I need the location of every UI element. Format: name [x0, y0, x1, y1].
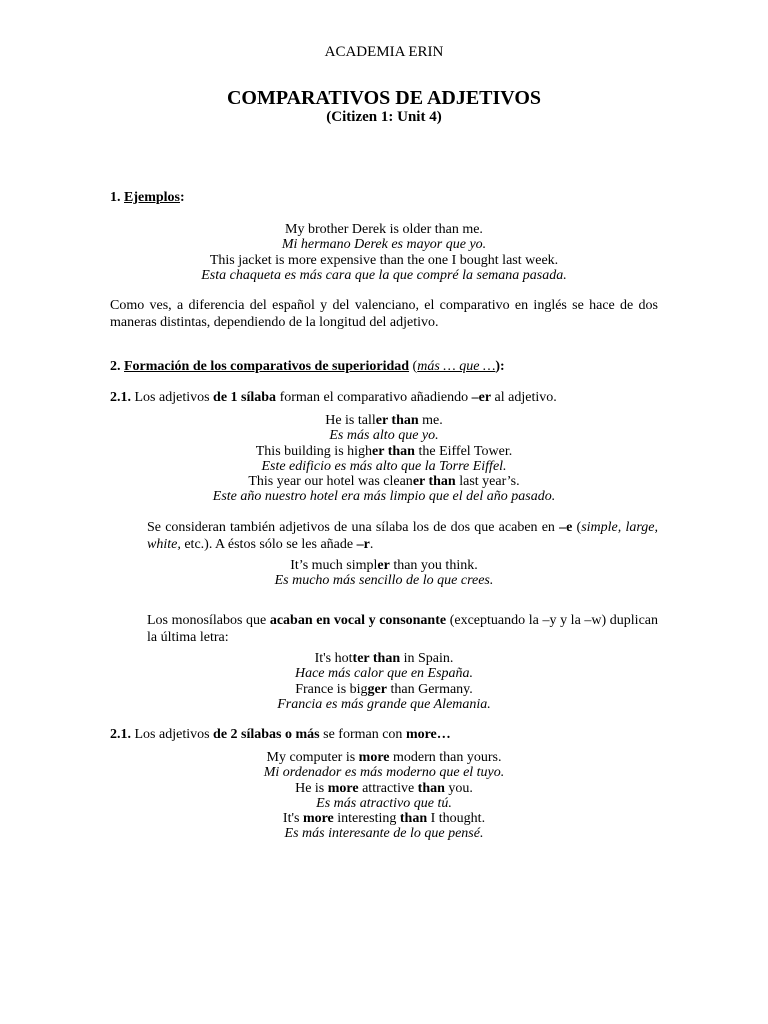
section-1-paragraph: Como ves, a diferencia del español y del valenciano, el comparativo en inglés se hace de dos maneras distintas, dependiendo de la longitud del adjetivo. [110, 298, 658, 330]
text: It’s much simpl [290, 558, 378, 573]
text: me. [418, 413, 443, 428]
example-translation: Es más alto que yo. [329, 428, 439, 444]
text: . [369, 537, 374, 552]
text: in Spain. [400, 651, 454, 666]
bold-text: er than [412, 474, 456, 490]
text: ( [572, 520, 582, 535]
section-2-label: Formación de los comparativos de superioridad [124, 359, 410, 374]
text: al adjetivo. [491, 390, 557, 405]
section-2-heading [110, 359, 505, 375]
bold-text: –e [559, 520, 573, 535]
text: He is tall [325, 413, 376, 428]
example-translation: Este año nuestro hotel era más limpio que el del año pasado. [212, 489, 556, 505]
bold-text: more [302, 811, 334, 827]
section-2-paren-open: ( [409, 359, 418, 374]
text: This year our hotel was clean [248, 474, 413, 490]
text: you. [444, 780, 473, 796]
example-line [0, 558, 768, 573]
example-line: This jacket is more expensive than the one I bought last week. [209, 252, 559, 268]
bold-text: er [377, 558, 390, 573]
monosyllable-examples [0, 651, 768, 712]
example-line [0, 781, 768, 796]
section-1-number: 1. [110, 190, 121, 205]
bold-text: than [417, 780, 445, 796]
subsection-2-1-examples [0, 413, 768, 505]
text: It's [282, 811, 303, 827]
example-translation: Hace más calor que en España. [294, 666, 474, 682]
text: Los adjetivos [131, 727, 214, 742]
text: Los monosílabos que [147, 613, 270, 628]
suffix-text: –er [471, 390, 492, 405]
note-examples [0, 558, 768, 589]
bold-text: –r [356, 537, 370, 552]
text: interesting [333, 811, 400, 827]
note-paragraph [147, 519, 658, 553]
text: se forman con [319, 727, 406, 742]
example-line [0, 444, 768, 459]
example-translation: Este edificio es más alto que la Torre Eiffel. [261, 458, 507, 474]
bold-text: de 2 sílabas o más [213, 727, 320, 742]
section-1-examples [0, 222, 768, 283]
bold-text: er than [375, 413, 419, 428]
page-subtitle: (Citizen 1: Unit 4) [326, 109, 442, 125]
section-1-heading [110, 190, 185, 206]
example-translation: Es más atractivo que tú. [316, 795, 452, 811]
text: Se consideran también adjetivos de una sílaba los de dos que acaben en [147, 520, 560, 535]
text: (exceptuando la –y y la –w) duplican la última letra: [147, 613, 658, 645]
text: etc.). A éstos sólo se les añade [180, 537, 357, 552]
example-translation: Mi hermano Derek es mayor que yo. [281, 237, 487, 253]
subsection-number: 2.1. [110, 727, 131, 742]
text: than Germany. [386, 681, 473, 697]
text: last year’s. [455, 474, 520, 490]
bold-text: than [399, 811, 428, 827]
text: He is [295, 780, 328, 796]
example-translation: Es más interesante de lo que pensé. [284, 826, 484, 842]
section-2-paren-close: ): [495, 359, 505, 374]
school-name: ACADEMIA ERIN [324, 44, 444, 60]
bold-text: de 1 sílaba [213, 390, 277, 405]
text: the Eiffel Tower. [414, 443, 513, 459]
example-line: My brother Derek is older than me. [285, 222, 483, 237]
example-line [0, 811, 768, 826]
text: forman el comparativo añadiendo [276, 390, 472, 405]
text: This building is high [255, 443, 373, 459]
bold-text: ter than [352, 651, 401, 666]
example-line [0, 750, 768, 765]
example-line [0, 682, 768, 697]
italic-text: simple, large, white, [147, 520, 658, 552]
example-translation: Francia es más grande que Alemania. [277, 696, 491, 712]
page-title: COMPARATIVOS DE ADJETIVOS [226, 87, 542, 109]
text: modern than yours. [389, 750, 502, 765]
section-1-label: Ejemplos [124, 190, 180, 205]
text: France is big [295, 681, 368, 697]
bold-text: more [358, 750, 390, 765]
bold-text: er than [372, 443, 415, 459]
subsection-2-1-heading [110, 390, 557, 406]
text: I thought. [427, 811, 486, 827]
section-2-paren-italic: más … que … [417, 359, 496, 374]
text: It's hot [314, 651, 353, 666]
example-translation: Esta chaqueta es más cara que la que compré la semana pasada. [201, 267, 567, 283]
section-1-colon: : [180, 190, 185, 205]
example-line [0, 474, 768, 489]
text: Los adjetivos [131, 390, 214, 405]
subsection-2-2-examples [0, 750, 768, 842]
section-2-number: 2. [110, 359, 121, 374]
bold-text: more [327, 780, 359, 796]
text: than you think. [389, 558, 478, 573]
monosyllable-paragraph [147, 612, 658, 646]
subsection-number: 2.1. [110, 390, 131, 405]
text: attractive [358, 780, 418, 796]
example-translation: Mi ordenador es más moderno que el tuyo. [263, 765, 505, 781]
bold-text: ger [367, 681, 387, 697]
bold-text: acaban en vocal y consonante [269, 613, 447, 628]
bold-text: more… [405, 727, 451, 742]
text: My computer is [266, 750, 359, 765]
example-line [0, 413, 768, 428]
example-line [0, 651, 768, 666]
subsection-2-2-heading [110, 727, 451, 743]
example-translation: Es mucho más sencillo de lo que crees. [274, 573, 494, 589]
